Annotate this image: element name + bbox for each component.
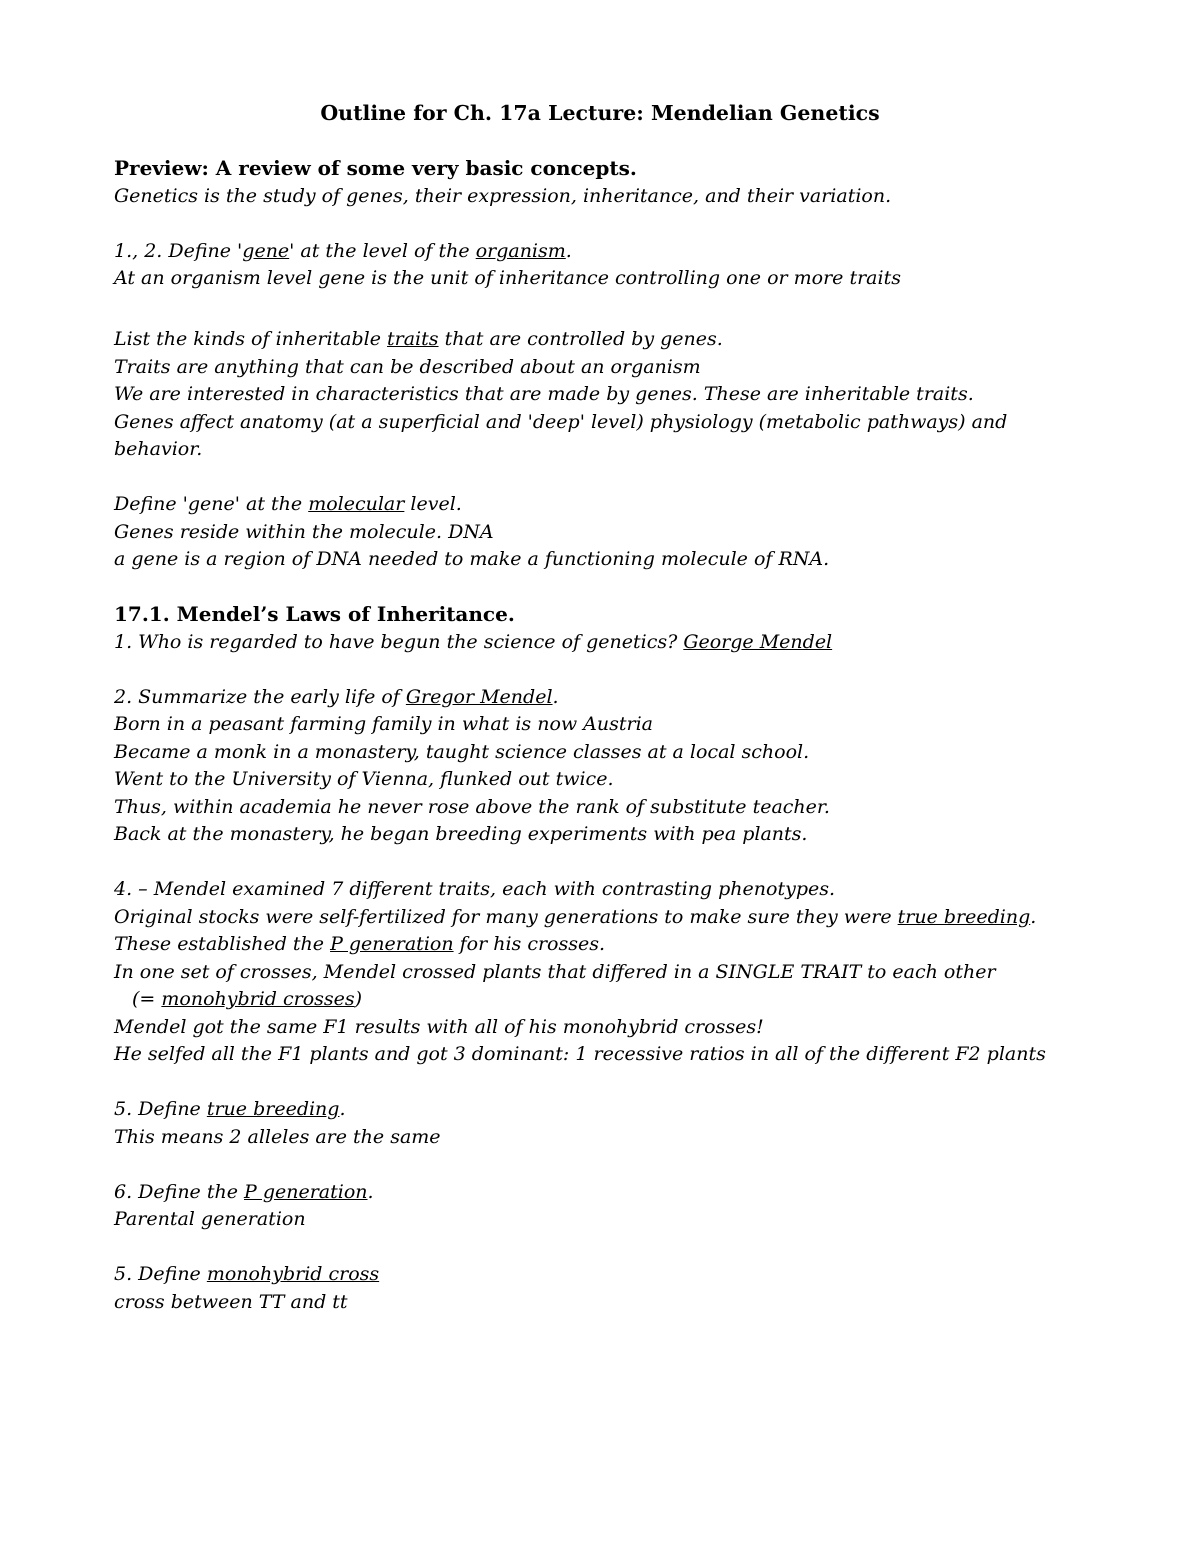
answer-traits-1: Traits are anything that can be described about an organism <box>114 355 701 378</box>
term-molecular: molecular <box>308 493 405 515</box>
p-generation-line: These established the P generation for his crosses. <box>114 933 606 955</box>
term-p-generation: P generation <box>330 933 454 955</box>
term-traits: traits <box>387 328 439 350</box>
spacer <box>114 1069 1074 1097</box>
spacer <box>114 1151 1074 1179</box>
answer-2-line-5: Back at the monastery, he began breeding experiments with pea plants. <box>114 823 808 845</box>
question-gene-organism: 1., 2. Define 'gene' at the level of the organism. <box>114 239 572 262</box>
term-monohybrid-crosses: monohybrid crosses <box>161 988 355 1010</box>
answer-molecular-2: a gene is a region of DNA needed to make a functioning molecule of RNA. <box>114 548 830 570</box>
f2-ratio-line: He selfed all the F1 plants and got 3 dominant: 1 recessive ratios in all of the different F2 plants <box>114 1043 1046 1065</box>
question-gene-molecular: Define 'gene' at the molecular level. <box>114 493 462 515</box>
answer-6: Parental generation <box>114 1208 306 1230</box>
answer-2-line-2: Became a monk in a monastery, taught science classes at a local school. <box>114 740 810 763</box>
question-4: 4. – Mendel examined 7 different traits, each with contrasting phenotypes. <box>114 878 836 900</box>
question-5: 5. Define true breeding. <box>114 1098 346 1120</box>
answer-2-line-3: Went to the University of Vienna, flunked out twice. <box>114 768 614 790</box>
answer-5b: cross between TT and tt <box>114 1290 348 1313</box>
answer-molecular-1: Genes reside within the molecule. DNA <box>114 520 494 543</box>
answer-2-line-4: Thus, within academia he never rose above the rank of substitute teacher. <box>114 795 830 818</box>
spacer <box>114 574 1074 602</box>
document-title: Outline for Ch. 17a Lecture: Mendelian Genetics <box>320 101 880 125</box>
term-p-generation: P generation <box>244 1180 368 1203</box>
answer-traits-2: We are interested in characteristics that are made by genes. These are inheritable traits. <box>114 383 974 405</box>
section-heading-17-1: 17.1. Mendel’s Laws of Inheritance. <box>114 602 515 626</box>
f1-results-line: Mendel got the same F1 results with all of his monohybrid crosses! <box>114 1015 764 1038</box>
true-breeding-line: Original stocks were self-fertilized for many generations to make sure they were true breeding. <box>114 905 1037 928</box>
answer-2-line-1: Born in a peasant farming family in what is now Austria <box>114 713 654 735</box>
answer-traits-3: Genes affect anatomy (at a superficial and 'deep' level) physiology (metabolic pathways) and behavior. <box>114 410 1008 460</box>
term-organism: organism <box>475 239 566 262</box>
spacer <box>114 210 1074 238</box>
preview-heading: Preview: A review of some very basic concepts. <box>114 156 637 180</box>
monohybrid-crosses-line: (= monohybrid crosses) <box>132 988 363 1010</box>
answer-gene-organism: At an organism level gene is the unit of inheritance controlling one or more traits <box>114 267 901 289</box>
spacer <box>114 656 1074 684</box>
single-trait-line: In one set of crosses, Mendel crossed plants that differed in a SINGLE TRAIT to each other <box>114 960 996 983</box>
term-true-breeding: true breeding <box>897 905 1031 928</box>
document-body <box>114 155 1074 1316</box>
genetics-definition: Genetics is the study of genes, their expression, inheritance, and their variation. <box>114 184 892 207</box>
term-true-breeding: true breeding <box>206 1098 340 1120</box>
term-gene: gene <box>242 239 290 262</box>
question-5b: 5. Define monohybrid cross <box>114 1263 380 1285</box>
question-2: 2. Summarize the early life of Gregor Mendel. <box>114 685 559 708</box>
term-gregor-mendel: Gregor Mendel <box>405 685 553 708</box>
answer-5: This means 2 alleles are the same <box>114 1125 441 1148</box>
term-monohybrid-cross: monohybrid cross <box>206 1263 380 1285</box>
question-6: 6. Define the P generation. <box>114 1180 374 1203</box>
question-1: 1. Who is regarded to have begun the science of genetics? George Mendel <box>114 630 833 653</box>
question-traits: List the kinds of inheritable traits that are controlled by genes. <box>114 328 723 350</box>
spacer <box>114 849 1074 877</box>
spacer <box>114 464 1074 492</box>
spacer <box>114 293 1074 321</box>
spacer <box>114 1234 1074 1262</box>
answer-george-mendel: George Mendel <box>683 630 833 653</box>
